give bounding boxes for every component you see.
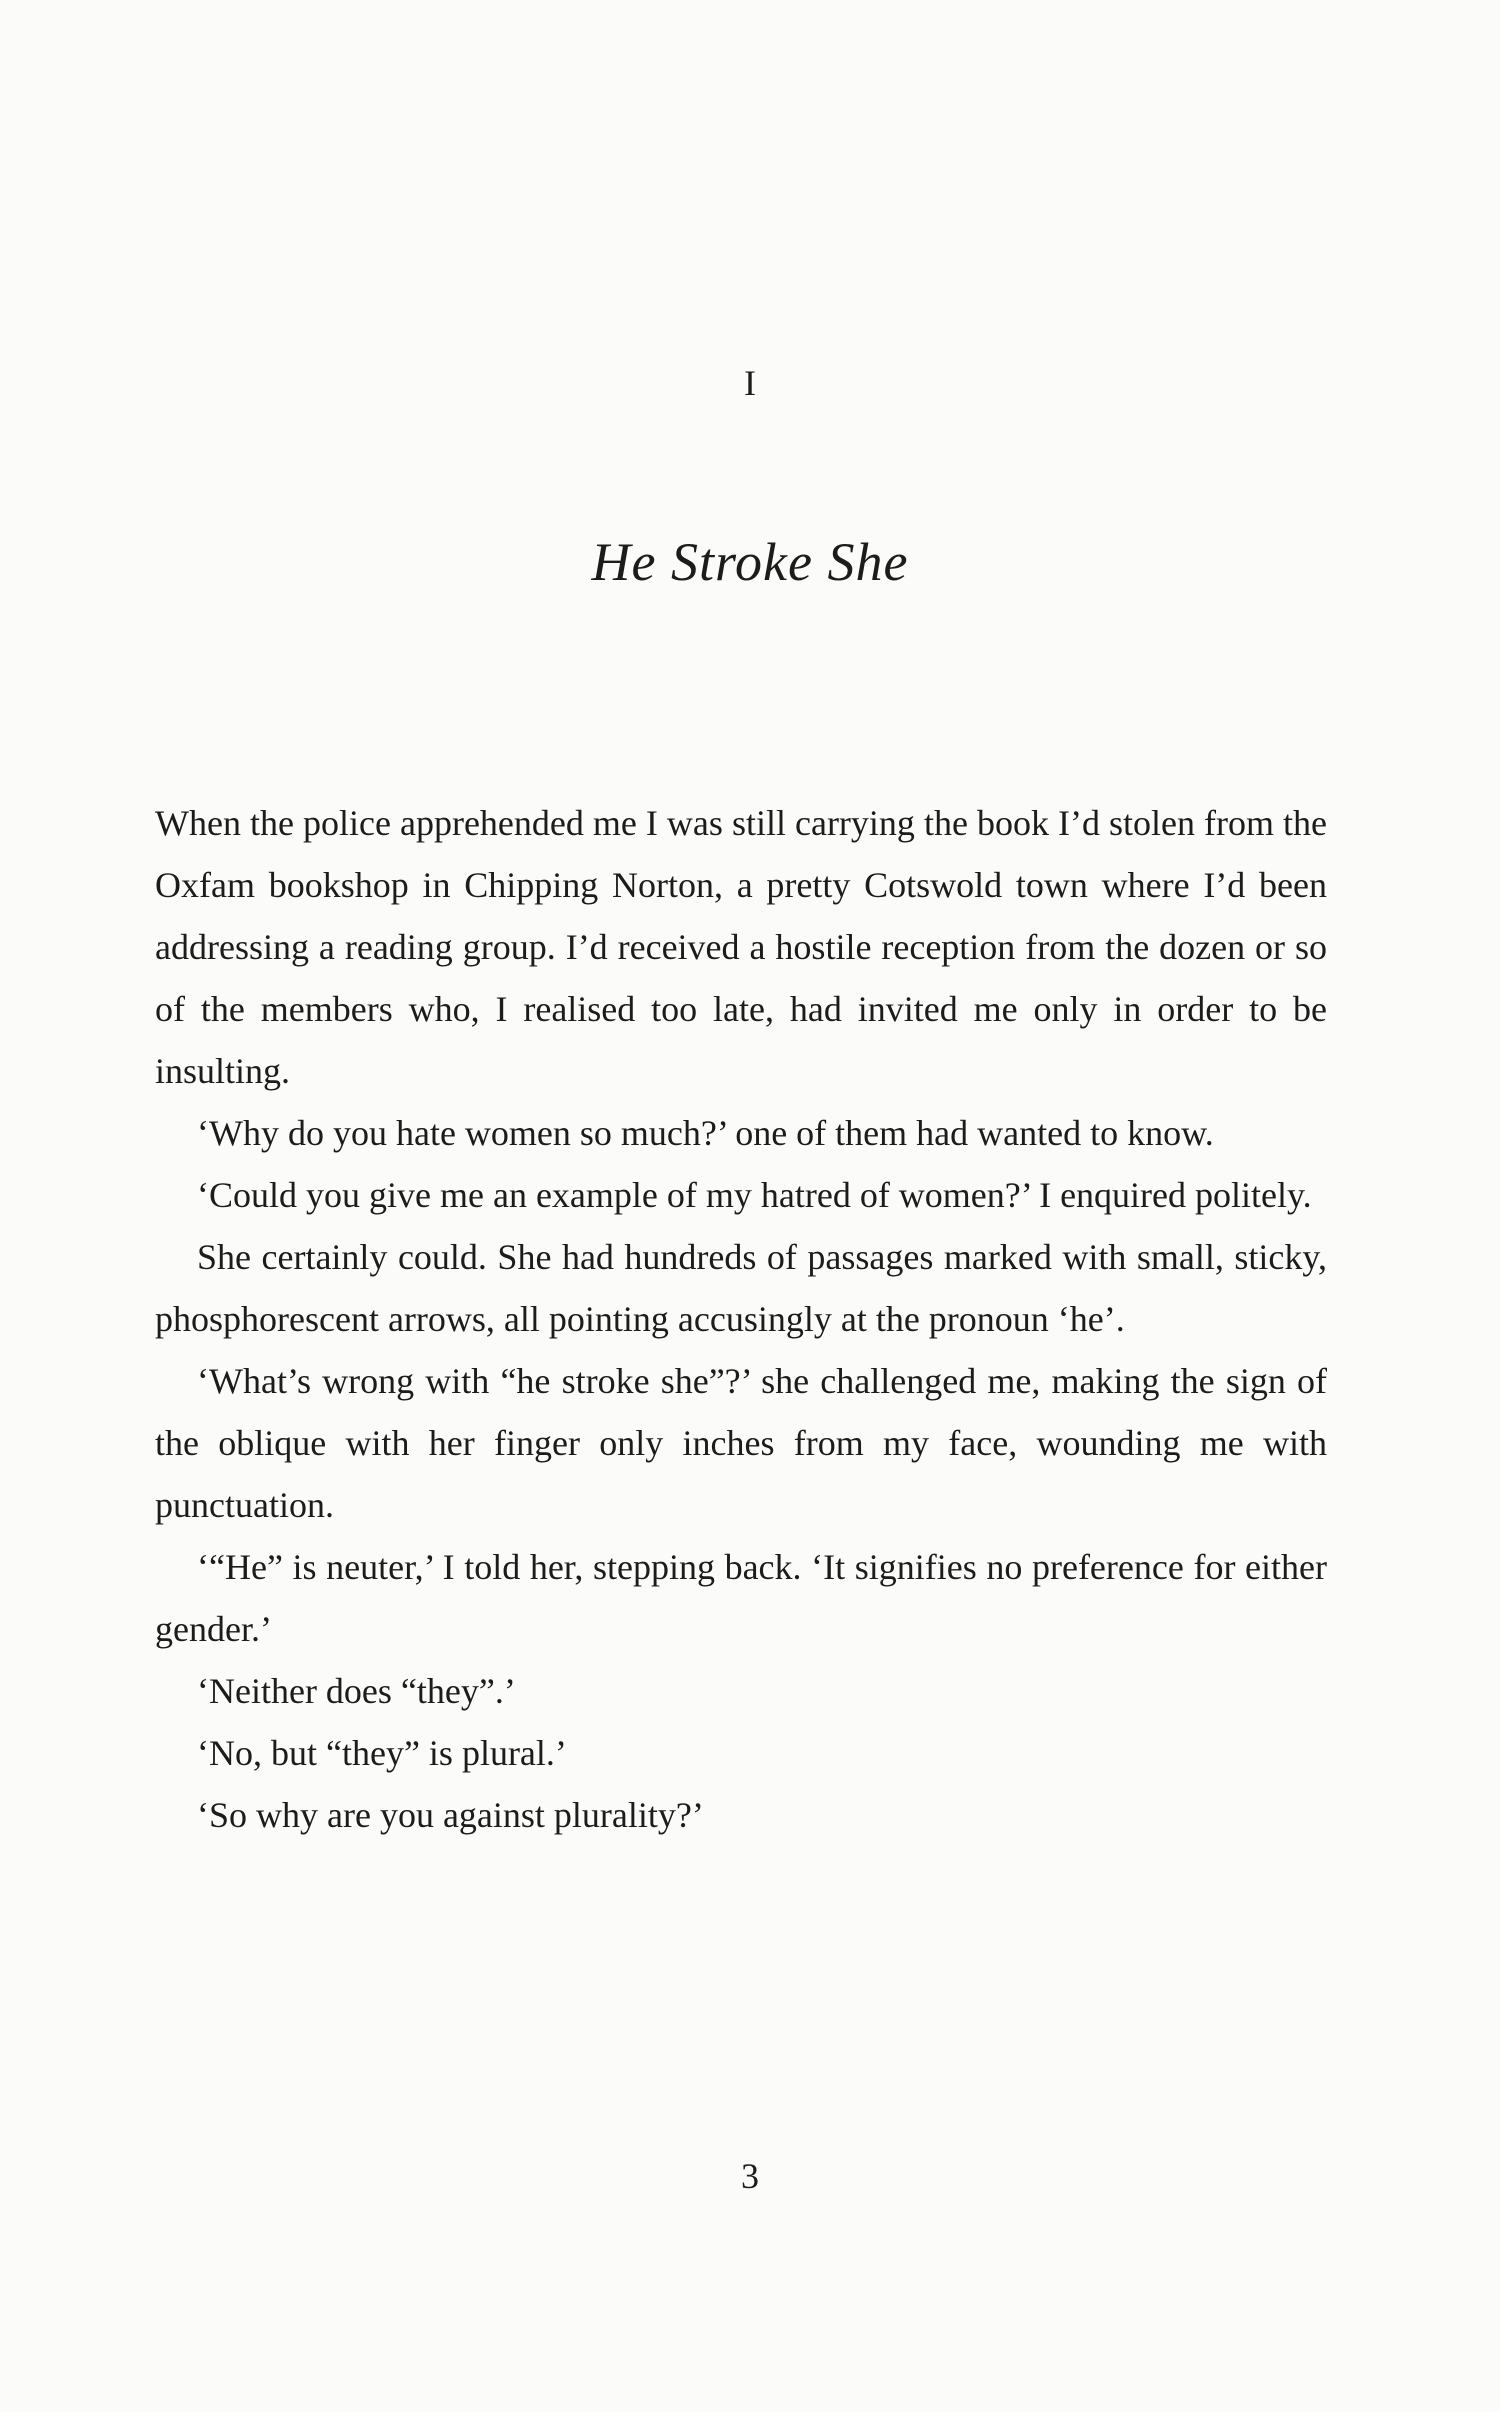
chapter-title: He Stroke She — [591, 532, 909, 592]
paragraph: ‘What’s wrong with “he stroke she”?’ she challenged me, making the sign of the oblique with her finger only inches from my face, wounding me with punctuation. — [155, 1361, 1327, 1525]
paragraph: When the police apprehended me I was still carrying the book I’d stolen from the Oxfam bookshop in Chipping Norton, a pretty Cotswold town where I’d been addressing a reading group. I’d received a hostile reception from the dozen or so of the members who, I realised too late, had invited me only in order to be insulting. — [155, 803, 1327, 1091]
paragraph: ‘Why do you hate women so much?’ one of them had wanted to know. — [197, 1113, 1214, 1153]
paragraph: ‘Neither does “they”.’ — [197, 1671, 516, 1711]
paragraph: ‘“He” is neuter,’ I told her, stepping back. ‘It signifies no preference for either gender.’ — [155, 1547, 1327, 1649]
paragraph: ‘So why are you against plurality?’ — [197, 1795, 704, 1835]
paragraph: ‘Could you give me an example of my hatred of women?’ I enquired politely. — [197, 1175, 1312, 1215]
chapter-number: I — [744, 363, 756, 403]
page-number: 3 — [741, 2156, 759, 2196]
body-text — [155, 792, 1327, 1846]
paragraph: She certainly could. She had hundreds of passages marked with small, sticky, phosphorescent arrows, all pointing accusingly at the pronoun ‘he’. — [155, 1237, 1327, 1339]
paragraph: ‘No, but “they” is plural.’ — [197, 1733, 567, 1773]
